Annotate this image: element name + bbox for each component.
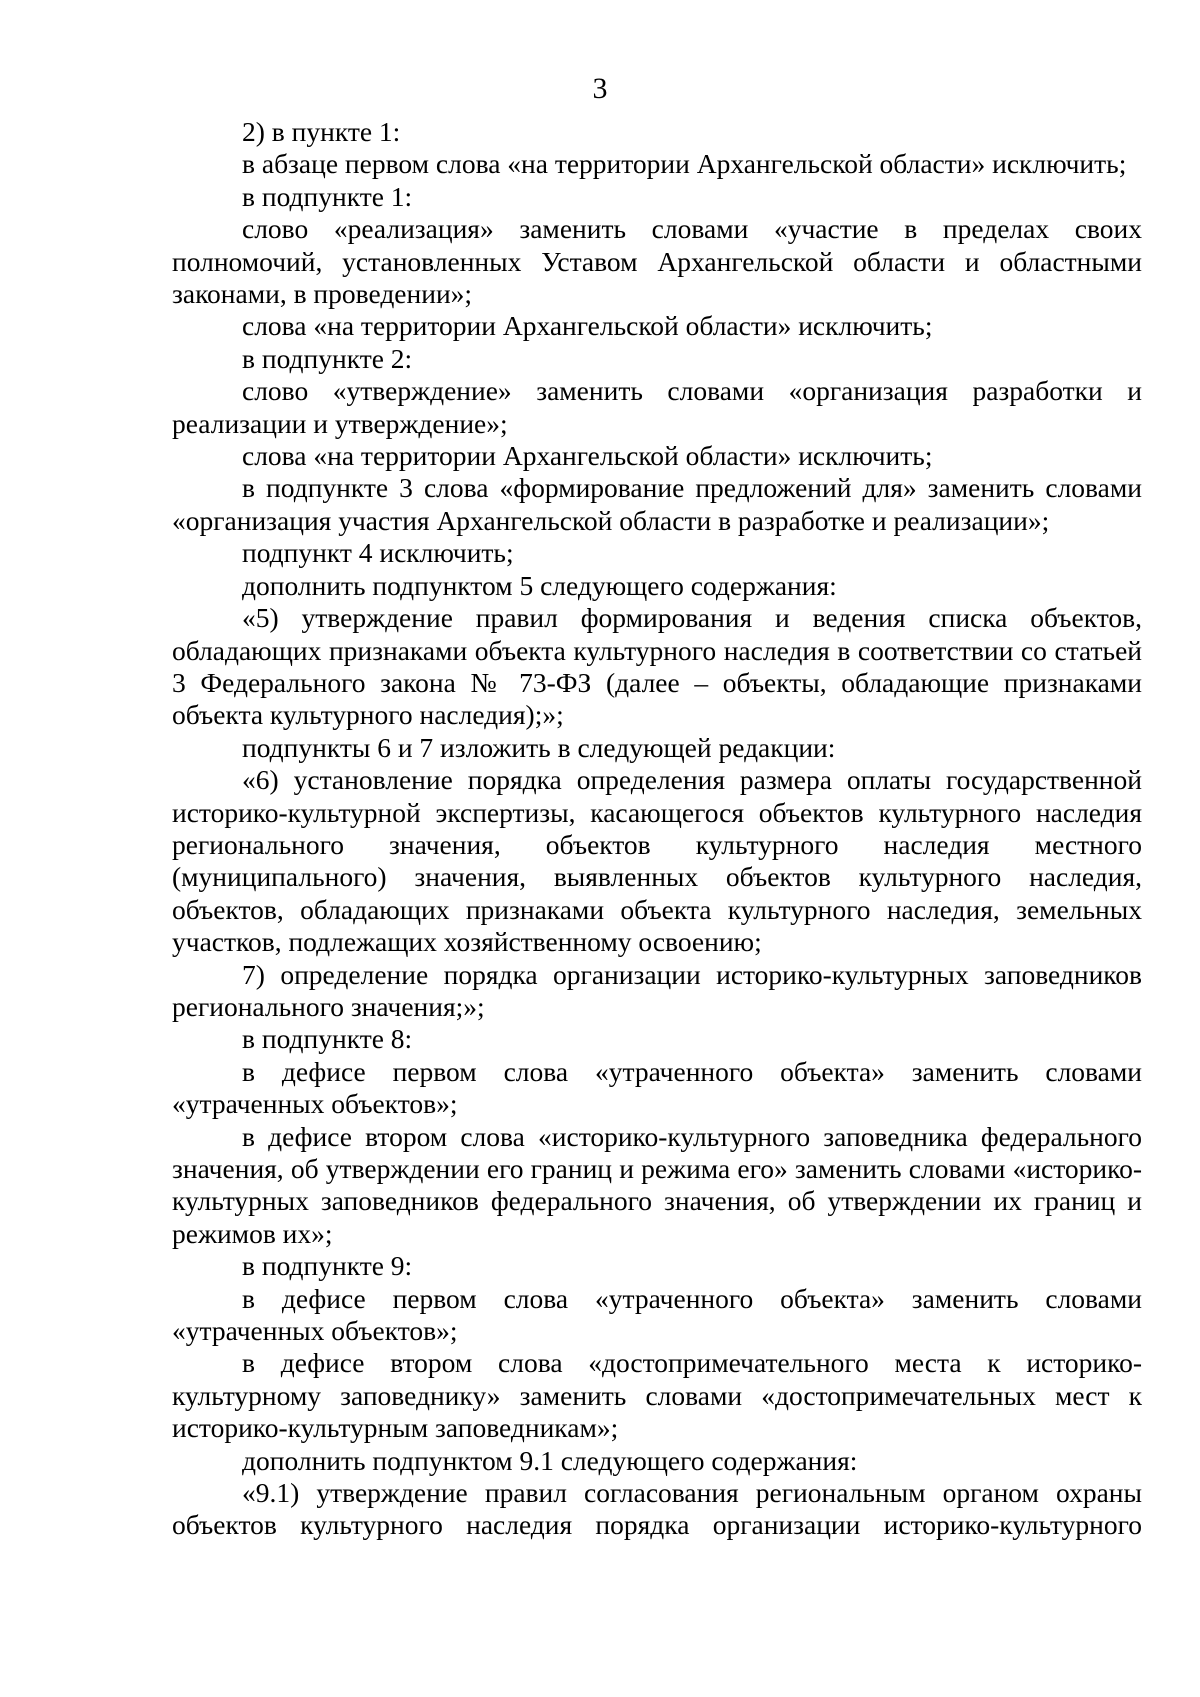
paragraph: в подпункте 9: [242,1250,413,1282]
paragraph: слово «утверждение» заменить словами «организация разработки и реализации и утверждение»; [172,375,1142,439]
paragraph: подпункты 6 и 7 изложить в следующей редакции: [242,731,836,763]
paragraph: слова «на территории Архангельской области» исключить; [242,310,933,342]
paragraph: в абзаце первом слова «на территории Архангельской области» исключить; [242,148,1127,180]
paragraph: в дефисе первом слова «утраченного объекта» заменить словами «утраченных объектов»; [172,1282,1142,1347]
paragraph: подпункт 4 исключить; [242,537,514,569]
paragraph: в дефисе втором слова «достопримечательного места к историко-культурному заповеднику» заменить словами «достопримечательных мест к историко-культурным заповедникам»; [172,1347,1142,1444]
paragraph: в подпункте 3 слова «формирование предложений для» заменить словами «организация участия Архангельской области в разработке и реализации»; [172,472,1142,536]
paragraph: «9.1) утверждение правил согласования региональным органом охраны объектов культурного наследия порядка организации историко-культурного [172,1477,1142,1541]
paragraph: дополнить подпунктом 5 следующего содержания: [242,569,837,601]
paragraph: слово «реализация» заменить словами «участие в пределах своих полномочий, установленных Уставом Архангельской области и областными законами, в проведении»; [172,213,1142,310]
document-body [172,116,1142,1542]
paragraph: в подпункте 8: [242,1023,413,1055]
paragraph: дополнить подпунктом 9.1 следующего содержания: [242,1444,858,1476]
paragraph: 2) в пункте 1: [242,116,401,147]
paragraph: в дефисе втором слова «историко-культурного заповедника федерального значения, об утверждении его границ и режима его» заменить словами «историко-культурных заповедников федерального значения, об утверждении их границ и режимов их»; [172,1120,1142,1249]
paragraph: в дефисе первом слова «утраченного объекта» заменить словами «утраченных объектов»; [172,1055,1142,1120]
paragraph: в подпункте 2: [242,342,413,374]
paragraph: слова «на территории Архангельской области» исключить; [242,440,933,472]
paragraph: «5) утверждение правил формирования и ведения списка объектов, обладающих признаками объекта культурного наследия в соответствии со статьей 3 Федерального закона № 73-ФЗ (далее – объекты, обладающие признаками объекта культурного наследия);»; [172,602,1142,731]
paragraph: 7) определение порядка организации историко-культурных заповедников регионального значения;»; [172,958,1142,1022]
page-number: 3 [592,72,608,105]
paragraph: «6) установление порядка определения размера оплаты государственной историко-культурной экспертизы, касающегося объектов культурного наследия регионального значения, объектов культурного наследия местного (муниципального) значения, выявленных объектов культурного наследия, объектов, обладающих признаками объекта культурного наследия, земельных участков, подлежащих хозяйственному освоению; [172,764,1142,958]
paragraph: в подпункте 1: [242,180,413,212]
